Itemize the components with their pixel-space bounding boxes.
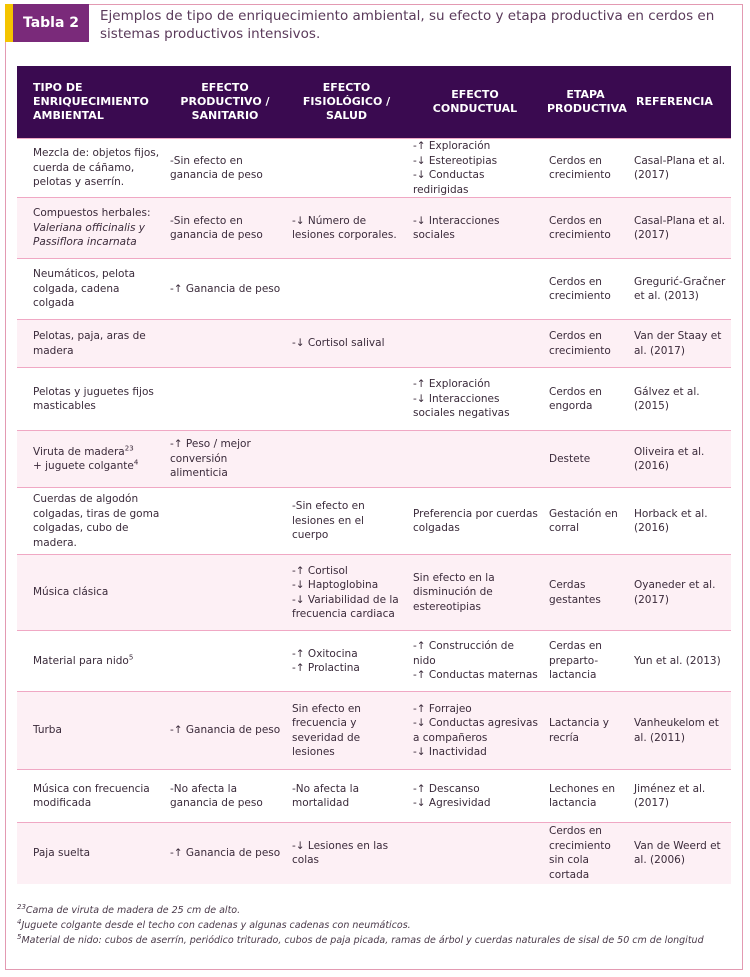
cell-conductual <box>407 320 543 368</box>
cell-productivo: -↑ Ganancia de peso <box>164 259 286 320</box>
fisiologico-line: -↓ Variabilidad de la frecuencia cardiaca <box>292 593 399 620</box>
cell-etapa: Cerdos en crecimiento <box>543 139 628 198</box>
cell-referencia: Jiménez et al. (2017) <box>628 770 731 823</box>
cell-conductual <box>407 198 543 259</box>
cell-conductual <box>407 368 543 431</box>
table-title: Ejemplos de tipo de enriquecimiento ambiental, su efecto y etapa productiva en cerdos en sistemas productivos intensivos. <box>100 8 715 42</box>
cell-productivo: -Sin efecto en ganancia de peso <box>164 198 286 259</box>
conductual-line: -↓ Interacciones sociales <box>413 214 500 241</box>
tipo-line <box>33 445 160 460</box>
conductual-line: -↓ Interacciones sociales negativas <box>413 392 510 420</box>
header-productivo: EFECTO PRODUCTIVO / SANITARIO <box>164 66 286 139</box>
cell-productivo <box>164 368 286 431</box>
cell-fisiologico <box>286 259 407 320</box>
table-row <box>17 139 731 198</box>
conductual-line: -↓ Conductas agresivas a compañeros <box>413 717 538 744</box>
conductual-line: -↓ Estereotipias <box>413 154 498 167</box>
cell-etapa: Cerdos en crecimiento <box>543 198 628 259</box>
cell-fisiologico <box>286 139 407 198</box>
cell-fisiologico: -No afecta la mortalidad <box>286 770 407 823</box>
header-referencia: REFERENCIA <box>628 66 731 139</box>
cell-tipo: Turba <box>17 692 164 770</box>
tipo-text: + juguete colgante <box>33 460 134 472</box>
footnote <box>17 918 732 933</box>
cell-referencia: Casal-Plana et al. (2017) <box>628 198 731 259</box>
cell-etapa: Cerdos en engorda <box>543 368 628 431</box>
fisiologico-line: -↑ Prolactina <box>292 662 360 674</box>
conductual-line: Sin efecto en la disminución de estereotipias <box>413 571 495 613</box>
footnote-ref: 5 <box>128 653 134 662</box>
cell-etapa: Lactancia y recría <box>543 692 628 770</box>
footnote-text: Juguete colgante desde el techo con cadenas y algunas cadenas con neumáticos. <box>21 920 411 931</box>
cell-conductual <box>407 631 543 692</box>
tipo-text: Compuestos herbales: <box>33 207 151 220</box>
footnote-ref: 23 <box>124 444 134 452</box>
cell-referencia: Horback et al. (2016) <box>628 488 731 555</box>
cell-referencia: Van der Staay et al. (2017) <box>628 320 731 368</box>
cell-conductual <box>407 431 543 488</box>
footnote-text: Cama de viruta de madera de 25 cm de alto. <box>25 905 241 916</box>
cell-fisiologico: -↓ Lesiones en las colas <box>286 823 407 884</box>
cell-conductual <box>407 823 543 884</box>
cell-referencia: Gálvez et al. (2015) <box>628 368 731 431</box>
conductual-line: -↑ Forrajeo <box>413 702 472 715</box>
cell-tipo <box>17 198 164 259</box>
cell-tipo: Música con frecuencia modificada <box>17 770 164 823</box>
fisiologico-line: -↑ Cortisol <box>292 564 348 577</box>
cell-productivo: -No afecta la ganancia de peso <box>164 770 286 823</box>
cell-conductual <box>407 139 543 198</box>
cell-etapa: Lechones en lactancia <box>543 770 628 823</box>
accent-bar <box>5 4 13 42</box>
cell-tipo: Mezcla de: objetos fijos, cuerda de cáñamo, pelotas y aserrín. <box>17 139 164 198</box>
cell-conductual <box>407 555 543 631</box>
cell-referencia: Vanheukelom et al. (2011) <box>628 692 731 770</box>
table-row <box>17 631 731 692</box>
tipo-text: Material para nido <box>33 654 129 667</box>
cell-tipo: Neumáticos, pelota colgada, cadena colgada <box>17 259 164 320</box>
footnote <box>17 903 732 918</box>
conductual-line: Preferencia por cuerdas colgadas <box>413 507 538 534</box>
table-row <box>17 431 731 488</box>
table-row <box>17 259 731 320</box>
footnote-ref: 4 <box>133 458 139 467</box>
cell-tipo <box>17 431 164 488</box>
cell-referencia: Oyaneder et al. (2017) <box>628 555 731 631</box>
cell-fisiologico: -↓ Cortisol salival <box>286 320 407 368</box>
cell-referencia: Gregurić-Gračner et al. (2013) <box>628 259 731 320</box>
footnote-marker: 4 <box>17 917 22 926</box>
header-conductual: EFECTO CONDUCTUAL <box>407 66 543 139</box>
cell-fisiologico <box>286 555 407 631</box>
footnote <box>17 933 732 948</box>
footnotes <box>17 903 732 948</box>
enrichment-table <box>17 66 731 884</box>
conductual-line: -↓ Inactividad <box>413 746 487 758</box>
cell-productivo <box>164 320 286 368</box>
table-row <box>17 198 731 259</box>
cell-tipo: Música clásica <box>17 555 164 631</box>
cell-conductual <box>407 692 543 770</box>
table-row <box>17 823 731 884</box>
cell-etapa: Cerdos en crecimiento sin cola cortada <box>543 823 628 884</box>
cell-referencia: Oliveira et al. (2016) <box>628 431 731 488</box>
conductual-line: -↑ Construcción de nido <box>413 640 514 667</box>
cell-productivo: -Sin efecto en ganancia de peso <box>164 139 286 198</box>
cell-referencia: Yun et al. (2013) <box>628 631 731 692</box>
table-header-row <box>17 66 731 139</box>
table-row <box>17 692 731 770</box>
cell-productivo: -↑ Ganancia de peso <box>164 823 286 884</box>
cell-productivo <box>164 488 286 555</box>
cell-conductual <box>407 488 543 555</box>
table-row <box>17 320 731 368</box>
cell-productivo <box>164 555 286 631</box>
tipo-line <box>33 654 160 669</box>
conductual-line: -↓ Conductas redirigidas <box>413 169 485 196</box>
cell-etapa: Cerdas en preparto-lactancia <box>543 631 628 692</box>
tipo-italic-text: Valeriana officinalis y Passiflora incarnata <box>33 221 145 249</box>
table-badge: Tabla 2 <box>13 4 89 42</box>
cell-fisiologico <box>286 368 407 431</box>
cell-tipo: Pelotas, paja, aras de madera <box>17 320 164 368</box>
conductual-line: -↓ Agresividad <box>413 797 491 809</box>
cell-productivo <box>164 631 286 692</box>
cell-referencia: Van de Weerd et al. (2006) <box>628 823 731 884</box>
footnote-marker: 5 <box>17 932 22 941</box>
cell-tipo: Cuerdas de algodón colgadas, tiras de goma colgadas, cubo de madera. <box>17 488 164 555</box>
cell-fisiologico: Sin efecto en frecuencia y severidad de lesiones <box>286 692 407 770</box>
cell-productivo: -↑ Ganancia de peso <box>164 692 286 770</box>
cell-tipo: Pelotas y juguetes fijos masticables <box>17 368 164 431</box>
conductual-line: -↑ Conductas maternas <box>413 669 538 682</box>
cell-productivo: -↑ Peso / mejor conversión alimenticia <box>164 431 286 488</box>
conductual-line: -↑ Descanso <box>413 782 480 795</box>
cell-etapa: Cerdos en crecimiento <box>543 320 628 368</box>
cell-fisiologico <box>286 431 407 488</box>
cell-fisiologico: -↓ Número de lesiones corporales. <box>286 198 407 259</box>
conductual-line: -↑ Exploración <box>413 140 491 152</box>
tipo-line <box>33 459 160 474</box>
cell-etapa: Gestación en corral <box>543 488 628 555</box>
cell-etapa: Destete <box>543 431 628 488</box>
header-etapa: ETAPA PRODUCTIVA <box>543 66 628 139</box>
header-tipo: TIPO DE ENRIQUECIMIENTO AMBIENTAL <box>17 66 164 139</box>
table-row <box>17 770 731 823</box>
cell-tipo: Paja suelta <box>17 823 164 884</box>
tipo-text: Viruta de madera <box>33 445 125 458</box>
conductual-line: -↑ Exploración <box>413 378 491 391</box>
fisiologico-line: -↑ Oxitocina <box>292 647 358 660</box>
table-row <box>17 555 731 631</box>
cell-fisiologico: -Sin efecto en lesiones en el cuerpo <box>286 488 407 555</box>
cell-fisiologico <box>286 631 407 692</box>
header-fisiologico: EFECTO FISIOLÓGICO / SALUD <box>286 66 407 139</box>
cell-conductual <box>407 259 543 320</box>
cell-etapa: Cerdos en crecimiento <box>543 259 628 320</box>
cell-etapa: Cerdas gestantes <box>543 555 628 631</box>
cell-conductual <box>407 770 543 823</box>
table-row <box>17 488 731 555</box>
footnote-marker: 23 <box>17 902 26 911</box>
cell-tipo <box>17 631 164 692</box>
fisiologico-line: -↓ Haptoglobina <box>292 579 379 591</box>
table-row <box>17 368 731 431</box>
footnote-text: Material de nido: cubos de aserrín, periódico triturado, cubos de paja picada, ramas de árbol y cuerdas naturales de sisal de 50 cm de longitud <box>21 935 704 946</box>
cell-referencia: Casal-Plana et al. (2017) <box>628 139 731 198</box>
